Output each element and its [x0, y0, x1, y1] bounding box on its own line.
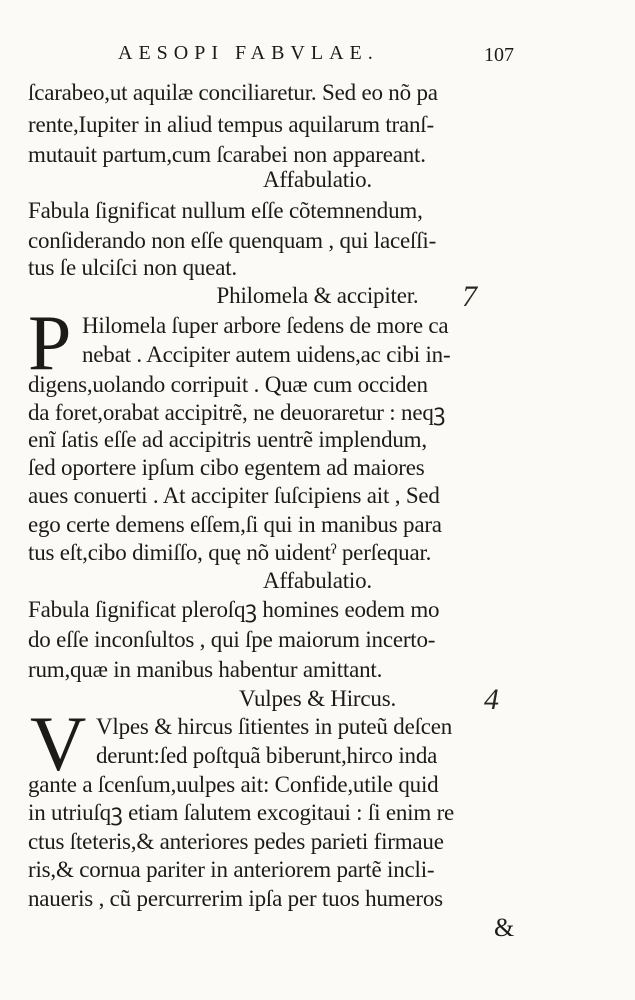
- text-line: Hilomela ſuper arbore ſedens de more ca: [82, 313, 449, 338]
- text-line: derunt:ſed poſtquã biberunt,hirco inda: [96, 743, 438, 768]
- margin-number: 7: [462, 280, 477, 313]
- catchword: &: [494, 913, 515, 942]
- text-line: mutauit partum,cum ſcarabei non appareant.: [28, 142, 426, 167]
- text-line: nebat . Accipiter autem uidens,ac cibi in-: [82, 342, 451, 367]
- text-line: tus ſe ulciſci non queat.: [28, 255, 237, 280]
- text-line: naueris , cũ percurrerim ipſa per tuos humeros: [28, 886, 443, 911]
- text-line: do eſſe inconſultos , qui ſpe maiorum incerto-: [28, 627, 436, 652]
- text-line: digens,uolando corripuit . Quæ cum occiden: [28, 372, 428, 397]
- fable-title: Philomela & accipiter.: [216, 283, 419, 308]
- text-line: Fabula ſignificat nullum eſſe cõtemnendum,: [28, 198, 423, 223]
- text-line: rente,Iupiter in aliud tempus aquilarum tranſ-: [28, 112, 434, 137]
- drop-cap: P: [28, 299, 72, 386]
- text-line: ris,& cornua pariter in anteriorem partẽ incli-: [28, 857, 435, 882]
- text-line: aues conuerti . At accipiter ſuſcipiens ait , Sed: [28, 483, 440, 508]
- page-number: 107: [484, 44, 514, 66]
- text-line: enĩ ſatis eſſe ad accipitris uentrẽ implendum,: [28, 427, 427, 452]
- text-line: Fabula ſignificat pleroſqꝫ homines eodem mo: [28, 597, 440, 622]
- fable-title: Vulpes & Hircus.: [238, 686, 397, 711]
- text-line: da foret,orabat accipitrẽ, ne deuoraretur : neqꝫ: [28, 400, 446, 425]
- margin-number: 4: [484, 683, 499, 716]
- text-line: ſcarabeo,ut aquilæ conciliaretur. Sed eo nõ pa: [28, 80, 438, 105]
- moral-heading: Affabulatio.: [263, 568, 372, 593]
- text-line: ego certe demens eſſem,ſi qui in manibus para: [28, 512, 442, 537]
- text-line: rum,quæ in manibus habentur amittant.: [28, 657, 383, 682]
- running-head: AESOPI FABVLAE.: [118, 42, 379, 64]
- moral-heading: Affabulatio.: [263, 167, 372, 192]
- text-line: gante a ſcenſum,uulpes ait: Confide,utile quid: [28, 772, 439, 797]
- text-line: tus eſt,cibo dimiſſo, quę nõ uidentˀ perſequar.: [28, 540, 432, 565]
- text-line: in utriuſqꝫ etiam ſalutem excogitaui : ſi enim re: [28, 800, 455, 825]
- drop-cap: V: [30, 700, 87, 787]
- text-line: ctus ſteteris,& anteriores pedes parieti firmaue: [28, 829, 444, 854]
- text-line: conſiderando non eſſe quenquam , qui laceſſi-: [28, 228, 437, 253]
- text-line: Vlpes & hircus ſitientes in puteũ deſcen: [96, 714, 453, 739]
- text-line: ſed oportere ipſum cibo egentem ad maiores: [28, 455, 425, 480]
